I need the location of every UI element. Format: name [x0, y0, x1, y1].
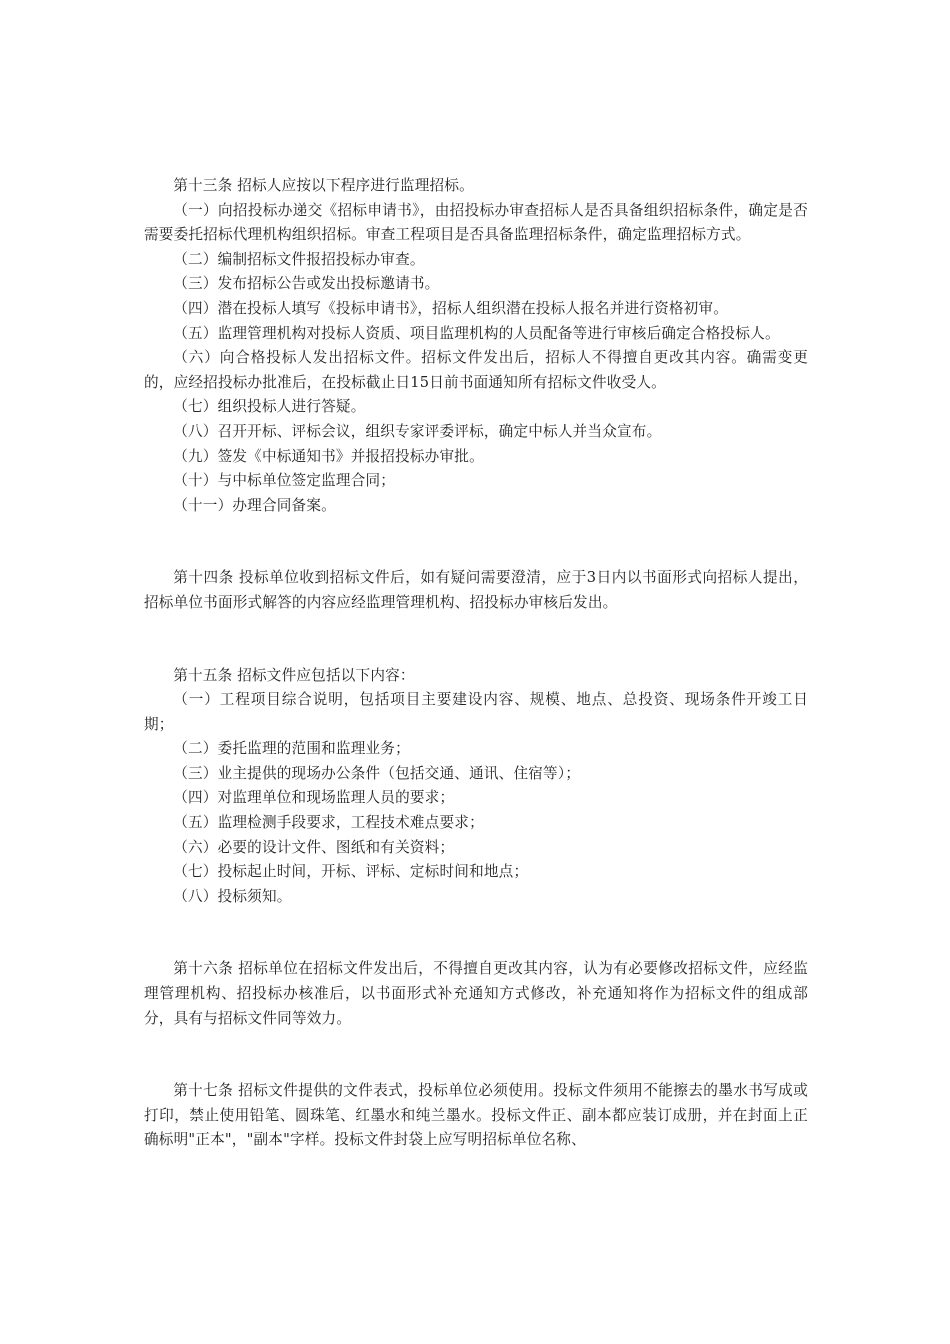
article-heading: 第十四条 投标单位收到招标文件后，如有疑问需要澄清，应于3日内以书面形式向招标人提出，招标单位书面形式解答的内容应经监理管理机构、招投标办审核后发出。: [144, 569, 808, 611]
list-item: （五）监理管理机构对投标人资质、项目监理机构的人员配备等进行审核后确定合格投标人。: [173, 324, 780, 342]
list-item: （四）对监理单位和现场监理人员的要求；: [173, 789, 455, 807]
list-item: （十一）办理合同备案。: [173, 496, 336, 514]
list-item: （九）签发《中标通知书》并报招投标办审批。: [173, 447, 484, 465]
spacer: [144, 909, 808, 957]
spacer: [144, 616, 808, 664]
spacer: [144, 1031, 808, 1079]
article-heading: 第十六条 招标单位在招标文件发出后，不得擅自更改其内容，认为有必要修改招标文件，应经监理管理机构、招投标办核准后，以书面形式补充通知方式修改，补充通知将作为招标文件的组成部分，具有与招标文件同等效力。: [144, 960, 808, 1027]
list-item: （六）必要的设计文件、图纸和有关资料；: [173, 838, 455, 856]
article-heading: 第十五条 招标文件应包括以下内容：: [173, 666, 415, 684]
article-13: [144, 174, 808, 518]
list-item: （八）投标须知。: [173, 887, 292, 905]
list-item: （二）委托监理的范围和监理业务；: [173, 740, 410, 758]
list-item: （十）与中标单位签定监理合同；: [173, 472, 396, 490]
document-body: [144, 174, 808, 1153]
list-item: （三）业主提供的现场办公条件（包括交通、通讯、住宿等）；: [173, 764, 581, 782]
list-item: （六）向合格投标人发出招标文件。招标文件发出后，招标人不得擅自更改其内容。确需变更的，应经招投标办批准后，在投标截止日15日前书面通知所有招标文件收受人。: [144, 349, 808, 391]
list-item: （八）召开开标、评标会议，组织专家评委评标，确定中标人并当众宣布。: [173, 422, 662, 440]
article-16: [144, 957, 808, 1031]
list-item: （三）发布招标公告或发出投标邀请书。: [173, 275, 440, 293]
article-heading: 第十三条 招标人应按以下程序进行监理招标。: [173, 177, 474, 194]
list-item: （四）潜在投标人填写《投标申请书》，招标人组织潜在投标人报名并进行资格初审。: [173, 299, 729, 317]
article-17: [144, 1079, 808, 1153]
list-item: （一）工程项目综合说明，包括项目主要建设内容、规模、地点、总投资、现场条件开竣工日期；: [144, 691, 808, 733]
list-item: （二）编制招标文件报招投标办审查。: [173, 250, 425, 268]
spacer: [144, 518, 808, 566]
article-14: [144, 566, 808, 615]
article-heading: 第十七条 招标文件提供的文件表式，投标单位必须使用。投标文件须用不能擦去的墨水书写成或打印，禁止使用铅笔、圆珠笔、红墨水和纯兰墨水。投标文件正、副本都应装订成册，并在封面上正确标明"正本"，"副本"字样。投标文件封袋上应写明招标单位名称、: [144, 1082, 808, 1149]
list-item: （五）监理检测手段要求，工程技术难点要求；: [173, 814, 484, 832]
list-item: （一）向招投标办递交《招标申请书》，由招投标办审查招标人是否具备组织招标条件，确定是否需要委托招标代理机构组织招标。审查工程项目是否具备监理招标条件，确定监理招标方式。: [144, 201, 808, 244]
list-item: （七）投标起止时间，开标、评标、定标时间和地点；: [173, 863, 529, 881]
article-15: [144, 664, 808, 910]
list-item: （七）组织投标人进行答疑。: [173, 398, 366, 416]
